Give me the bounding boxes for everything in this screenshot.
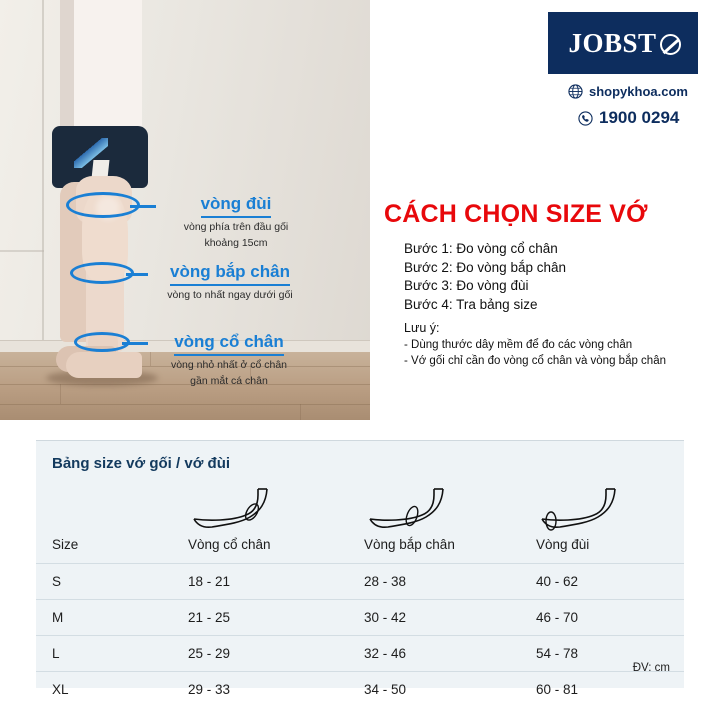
header-thigh: Vòng đùi bbox=[536, 537, 590, 553]
cell-size: L bbox=[52, 645, 60, 661]
step-1: Bước 1: Đo vòng cổ chân bbox=[404, 241, 558, 256]
website-row[interactable] bbox=[568, 84, 688, 99]
cell-thigh: 46 - 70 bbox=[536, 609, 579, 625]
table-icon-row bbox=[36, 485, 684, 531]
model-foot-front bbox=[66, 352, 142, 378]
cell-ankle: 25 - 29 bbox=[188, 645, 231, 661]
notes-block bbox=[404, 320, 720, 369]
cell-size: S bbox=[52, 573, 62, 589]
header-size: Size bbox=[52, 537, 79, 553]
phone-text: 1900 0294 bbox=[599, 108, 680, 127]
callout-ankle-sub1: vòng nhỏ nhất ở cổ chân bbox=[170, 359, 288, 371]
table-row bbox=[36, 671, 684, 707]
wall-edge-2 bbox=[0, 250, 44, 252]
cell-ankle: 29 - 33 bbox=[188, 681, 231, 697]
callout-calf-title: vòng bắp chân bbox=[170, 262, 290, 286]
cell-ankle: 21 - 25 bbox=[188, 609, 231, 625]
callout-ankle-sub2: gần mắt cá chân bbox=[190, 375, 268, 387]
note-2: - Vớ gối chỉ cần đo vòng cổ chân và vòng bắp chân bbox=[404, 355, 666, 367]
cell-thigh: 40 - 62 bbox=[536, 573, 579, 589]
calf-measure-ellipse bbox=[70, 262, 134, 284]
brand-logo-text: JOBST bbox=[568, 27, 657, 58]
notes-heading: Lưu ý: bbox=[404, 321, 440, 335]
callout-ankle bbox=[140, 332, 318, 388]
callout-calf-sub1: vòng to nhất ngay dưới gối bbox=[167, 289, 293, 301]
phone-row[interactable] bbox=[578, 108, 679, 128]
size-table-panel bbox=[36, 440, 684, 697]
website-text: shopykhoa.com bbox=[589, 84, 688, 99]
cell-size: M bbox=[52, 609, 64, 625]
callout-calf bbox=[140, 262, 320, 302]
cell-calf: 34 - 50 bbox=[364, 681, 407, 697]
step-2: Bước 2: Đo vòng bắp chân bbox=[404, 259, 566, 275]
table-row bbox=[36, 635, 684, 671]
shorts-logo bbox=[74, 138, 108, 168]
globe-icon bbox=[568, 84, 583, 99]
header-ankle: Vòng cổ chân bbox=[188, 537, 271, 553]
thigh-measure-ellipse bbox=[66, 192, 140, 218]
callout-thigh-sub2: khoảng 15cm bbox=[204, 237, 268, 249]
cell-thigh: 54 - 78 bbox=[536, 645, 579, 661]
note-1: - Dùng thước dây mềm để đo các vòng chân bbox=[404, 339, 633, 351]
table-row bbox=[36, 599, 684, 635]
thigh-leader-line bbox=[130, 205, 156, 208]
icon-cell-empty bbox=[36, 485, 160, 531]
table-row bbox=[36, 563, 684, 599]
cell-ankle: 18 - 21 bbox=[188, 573, 231, 589]
steps-list bbox=[404, 240, 716, 314]
cell-thigh: 60 - 81 bbox=[536, 681, 579, 697]
leg-ankle-icon bbox=[160, 485, 336, 531]
cell-calf: 32 - 46 bbox=[364, 645, 407, 661]
size-table-title: Bảng size vớ gối / vớ đùi bbox=[52, 455, 231, 472]
wall-edge bbox=[42, 0, 44, 352]
step-3: Bước 3: Đo vòng đùi bbox=[404, 278, 529, 293]
cell-calf: 28 - 38 bbox=[364, 573, 407, 589]
table-header-row bbox=[36, 531, 684, 563]
brand-logo bbox=[548, 12, 698, 74]
cell-size: XL bbox=[52, 681, 69, 697]
model-torso-shade bbox=[60, 0, 74, 132]
cell-calf: 30 - 42 bbox=[364, 609, 407, 625]
page-title: CÁCH CHỌN SIZE VỚ bbox=[384, 200, 648, 228]
callout-ankle-title: vòng cổ chân bbox=[174, 332, 284, 356]
step-4: Bước 4: Tra bảng size bbox=[404, 296, 538, 312]
callout-thigh bbox=[156, 194, 316, 250]
swoosh-icon bbox=[658, 32, 678, 54]
callout-thigh-title: vòng đùi bbox=[201, 194, 272, 218]
leg-thigh-icon bbox=[512, 485, 684, 531]
phone-icon bbox=[578, 111, 593, 126]
header-calf: Vòng bắp chân bbox=[364, 537, 455, 553]
callout-thigh-sub1: vòng phía trên đầu gối bbox=[183, 221, 289, 233]
leg-calf-icon bbox=[336, 485, 512, 531]
unit-label: ĐV: cm bbox=[632, 662, 670, 674]
size-table bbox=[36, 485, 684, 707]
